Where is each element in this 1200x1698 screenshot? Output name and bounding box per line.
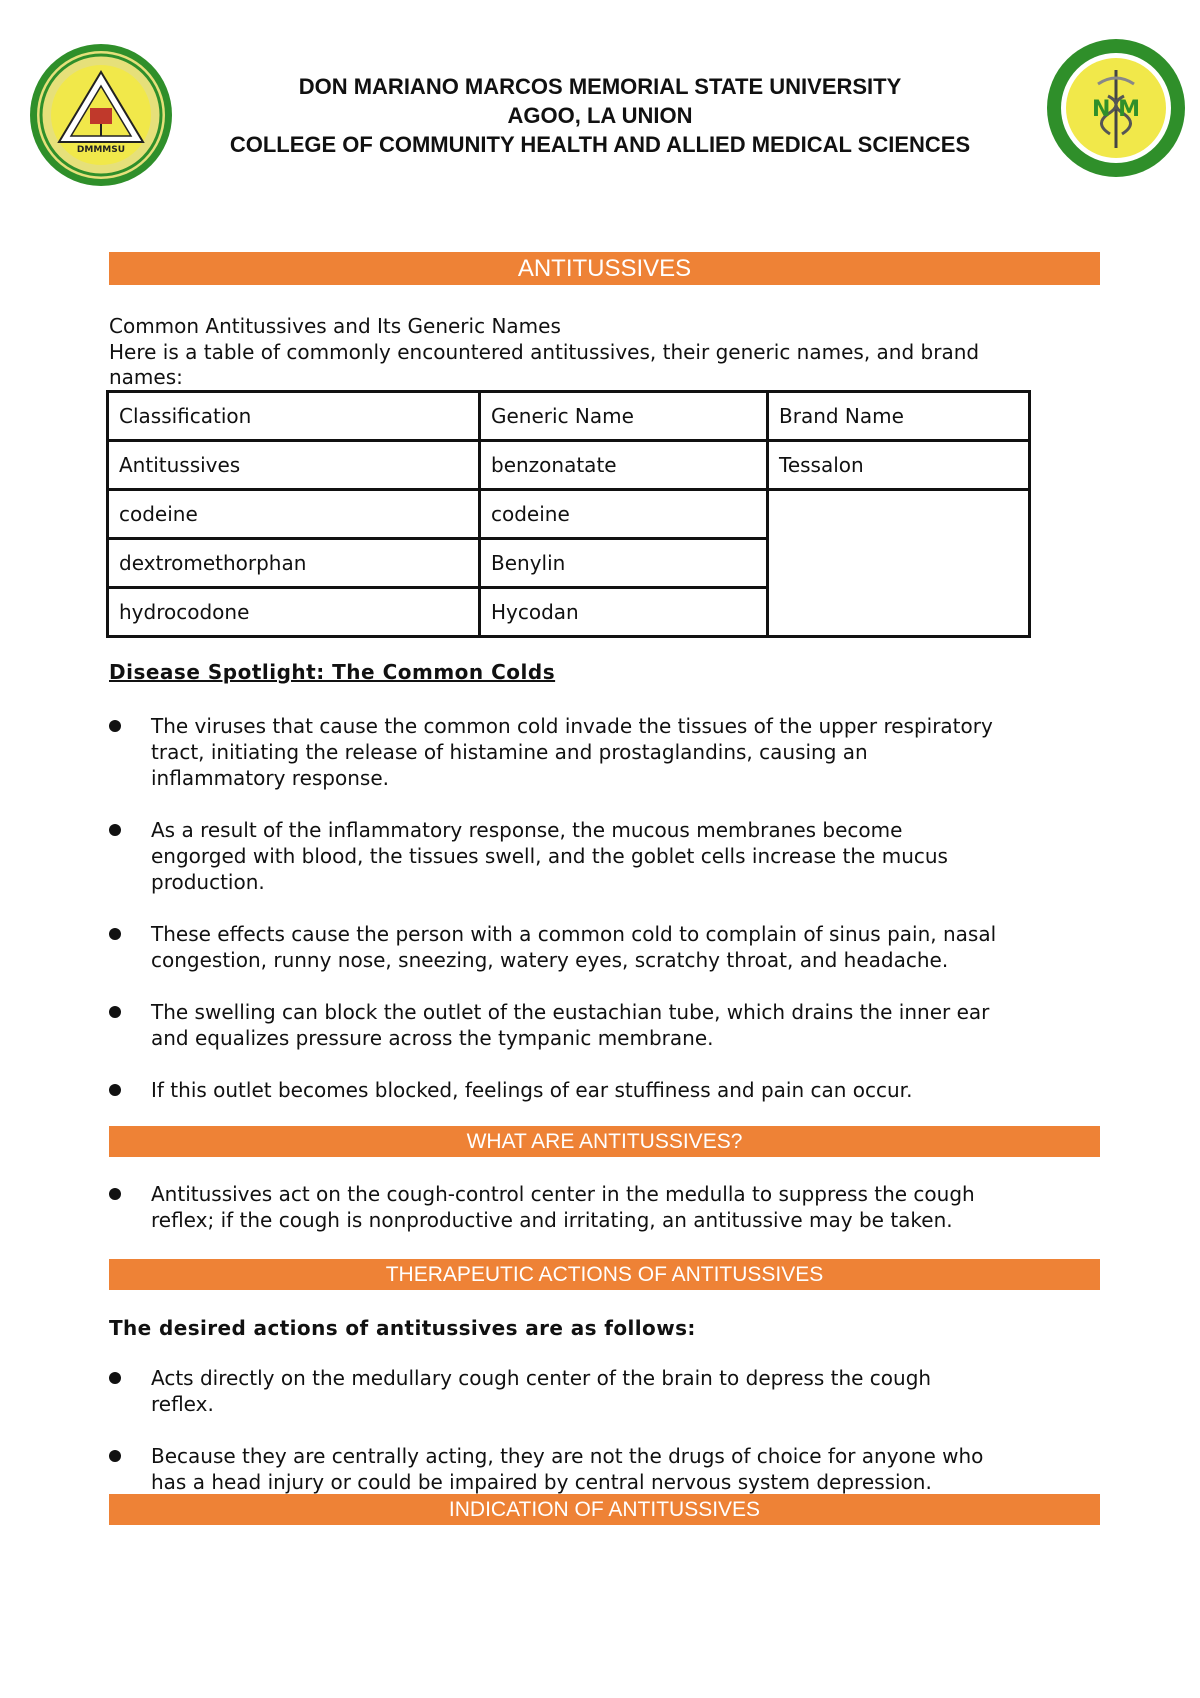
list-item (109, 713, 1109, 791)
list-item-line: reflex; if the cough is nonproductive and irritating, an antitussive may be taken. (151, 1208, 953, 1232)
table-cell: dextromethorphan (108, 539, 480, 588)
list-item-line: reflex. (151, 1392, 214, 1416)
bullet-icon (109, 1006, 121, 1018)
title-banner: ANTITUSSIVES (109, 252, 1100, 285)
table-header-row (108, 392, 1030, 441)
table-cell-empty (768, 490, 1030, 637)
list-item-line: tract, initiating the release of histamine and prostaglandins, causing an (151, 740, 868, 764)
section-banner-what: WHAT ARE ANTITUSSIVES? (109, 1126, 1100, 1157)
list-item-line: Because they are centrally acting, they are not the drugs of choice for anyone who (151, 1444, 984, 1468)
table-cell: Tessalon (768, 441, 1030, 490)
table-cell: benzonatate (480, 441, 768, 490)
list-item-line: production. (151, 870, 265, 894)
list-item (109, 1365, 1109, 1417)
table-row (108, 441, 1030, 490)
list-item-line: As a result of the inflammatory response, the mucous membranes become (151, 818, 903, 842)
bullet-icon (109, 928, 121, 940)
list-item (109, 1181, 1109, 1233)
list-item-line: inflammatory response. (151, 766, 389, 790)
therapeutic-intro: The desired actions of antitussives are as follows: (109, 1316, 696, 1340)
antitussives-table (106, 390, 1031, 638)
intro-heading: Common Antitussives and Its Generic Names (109, 314, 561, 338)
list-item-line: These effects cause the person with a common cold to complain of sinus pain, nasal (151, 922, 997, 946)
table-cell: codeine (480, 490, 768, 539)
list-item-line: Acts directly on the medullary cough center of the brain to depress the cough (151, 1366, 932, 1390)
header-college-name: COLLEGE OF COMMUNITY HEALTH AND ALLIED MEDICAL SCIENCES (229, 132, 971, 157)
header-university-name: DON MARIANO MARCOS MEMORIAL STATE UNIVERSITY (298, 74, 902, 99)
university-header (0, 72, 1200, 159)
list-item (109, 1443, 1109, 1495)
list-item (109, 921, 1109, 973)
list-item-line: Antitussives act on the cough-control center in the medulla to suppress the cough (151, 1182, 975, 1206)
list-item (109, 999, 1109, 1051)
list-item (109, 817, 1109, 895)
bullet-icon (109, 824, 121, 836)
list-item-line: The viruses that cause the common cold invade the tissues of the upper respiratory (151, 714, 993, 738)
table-header-cell: Brand Name (768, 392, 1030, 441)
table-cell: codeine (108, 490, 480, 539)
bullet-icon (109, 720, 121, 732)
section-banner-indication: INDICATION OF ANTITUSSIVES (109, 1494, 1100, 1525)
table-header-cell: Generic Name (480, 392, 768, 441)
table-cell: hydrocodone (108, 588, 480, 637)
header-location: AGOO, LA UNION (507, 103, 693, 128)
bullet-icon (109, 1450, 121, 1462)
table-cell: Hycodan (480, 588, 768, 637)
table-header-cell: Classification (108, 392, 480, 441)
bullet-icon (109, 1084, 121, 1096)
spotlight-heading: Disease Spotlight: The Common Colds (109, 660, 556, 684)
list-item-line: If this outlet becomes blocked, feelings of ear stuffiness and pain can occur. (151, 1078, 913, 1102)
bullet-icon (109, 1372, 121, 1384)
list-item-line: engorged with blood, the tissues swell, and the goblet cells increase the mucus (151, 844, 948, 868)
list-item-line: and equalizes pressure across the tympanic membrane. (151, 1026, 714, 1050)
bullet-icon (109, 1188, 121, 1200)
intro-line-2: names: (109, 365, 183, 389)
list-item-line: The swelling can block the outlet of the eustachian tube, which drains the inner ear (151, 1000, 990, 1024)
table-row (108, 490, 1030, 539)
table-cell: Antitussives (108, 441, 480, 490)
list-item-line: congestion, runny nose, sneezing, watery eyes, scratchy throat, and headache. (151, 948, 949, 972)
section-banner-therapeutic: THERAPEUTIC ACTIONS OF ANTITUSSIVES (109, 1259, 1100, 1290)
seal-right-letters: N M (1092, 97, 1140, 122)
seal-left-text: DMMMSU (76, 145, 126, 155)
table-cell: Benylin (480, 539, 768, 588)
list-item-line: has a head injury or could be impaired by central nervous system depression. (151, 1470, 932, 1494)
intro-line-1: Here is a table of commonly encountered antitussives, their generic names, and brand (109, 340, 980, 364)
list-item (109, 1077, 1109, 1103)
